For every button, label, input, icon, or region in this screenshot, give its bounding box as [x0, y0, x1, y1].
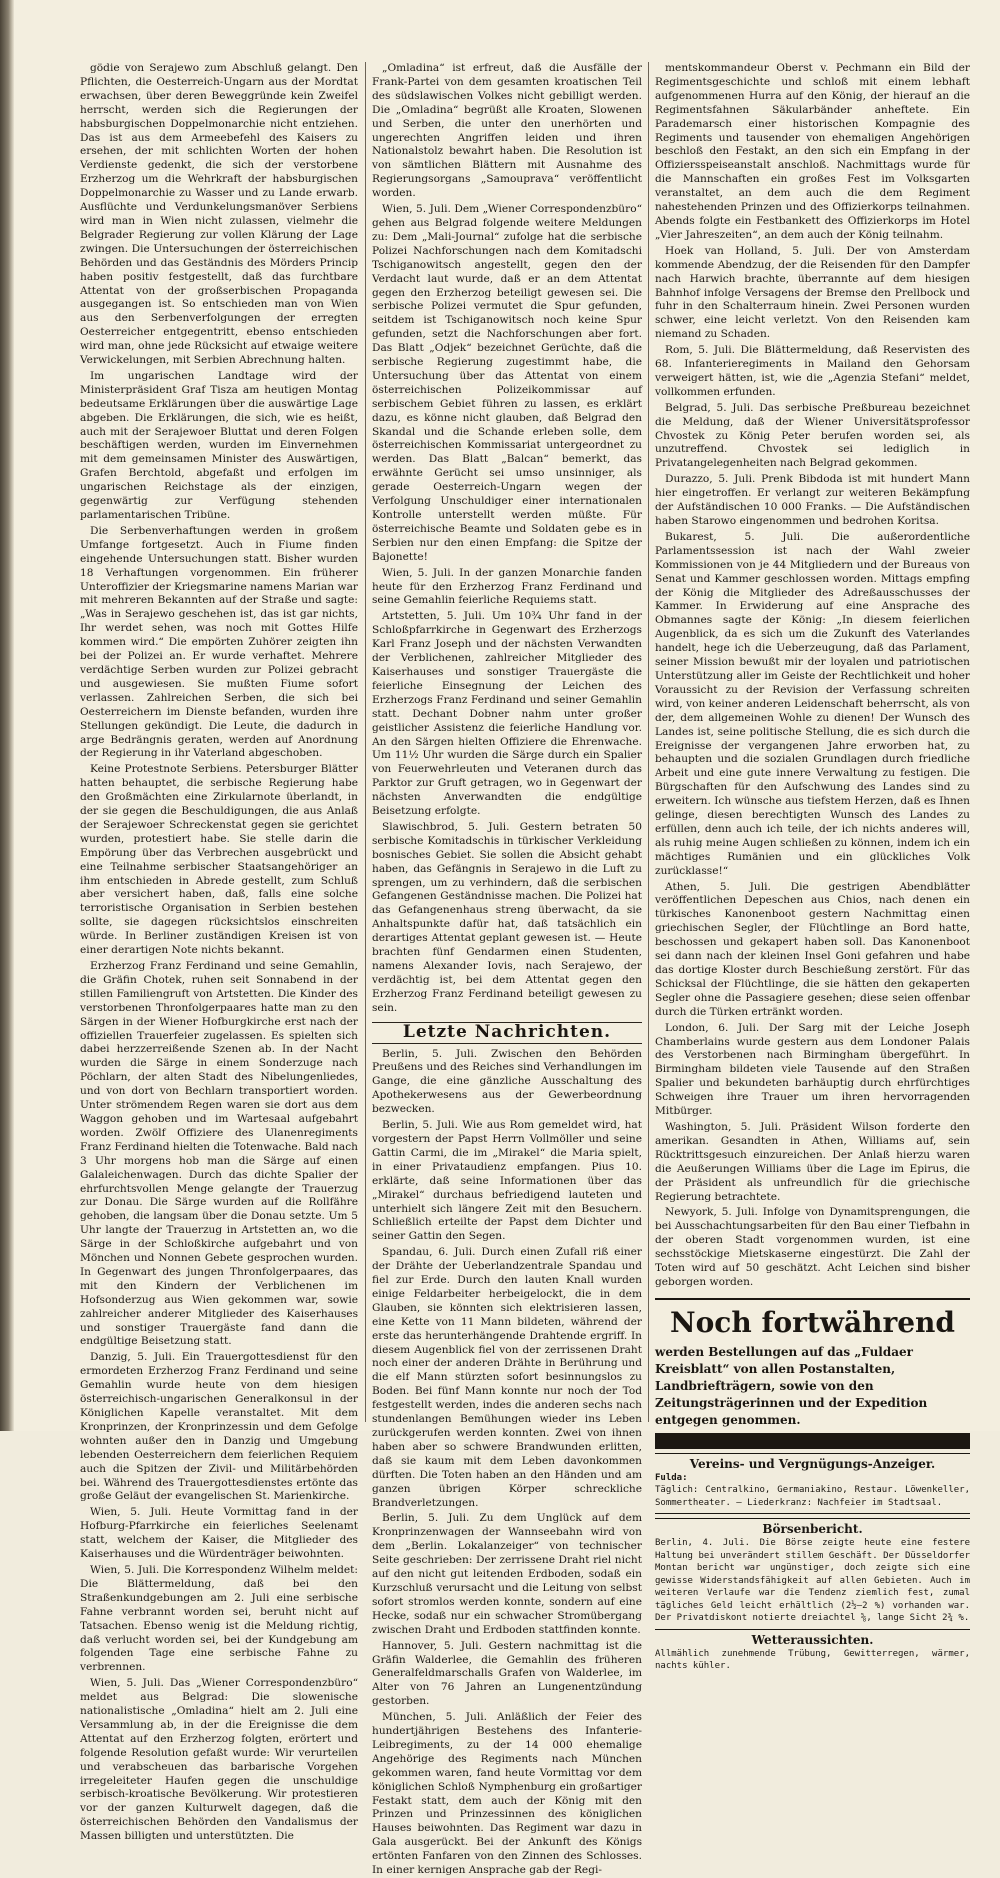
article-paragraph: Im ungarischen Landtage wird der Ministerpräsident Graf Tisza am heutigen Montag bedeutsame Erklärungen über die auswärtige Lage abgeben. Die Erklärungen, die sich, wie es heißt, auch mit der Serajewoer Bluttat und deren Folgen beschäftigen werden, wurden im Einvernehmen mit dem gemeinsamen Minister des Auswärtigen, Grafen Berchtold, abgefaßt und erfolgen im ungarischen Reichstage als der einzigen, gegenwärtig zur Verfügung stehenden parlamentarischen Tribüne.	[80, 369, 358, 521]
article-paragraph: Wien, 5. Juli. Dem „Wiener Correspondenzbüro“ gehen aus Belgrad folgende weitere Meldungen zu: Dem „Mali-Journal“ zufolge hat die serbische Polizei Nachforschungen nach dem Komitadschi Tschiganowitsch angestellt, gegen den der Verdacht laut wurde, daß er an dem Attentat gegen den Erzherzog beteiligt gewesen sei. Die serbische Polizei vermutet die Spur gefunden, seitdem ist Tschiganowitsch noch keine Spur gefunden, setzt die Nachforschungen aber fort. Das Blatt „Odjek“ bezeichnet Gerüchte, daß die serbische Regierung zugestimmt habe, die Untersuchung über das Attentat von einem österreichischen Polizeikommissar auf serbischem Gebiet führen zu lassen, es erklärt dazu, es könne nicht glauben, daß Belgrad den Skandal und die Schande erleben solle, dem österreichischen Kommissariat untergeordnet zu werden. Das Blatt „Balcan“ bemerkt, das erwähnte Gerücht sei umso unsinniger, als gerade Oesterreich-Ungarn wegen der Verfolgung Unschuldiger einer internationalen Kontrolle unterstellt werden müßte. Für österreichische Beamte und Soldaten gebe es in Serbien nur den einen Empfang: die Spitze der Bajonette!	[372, 203, 642, 563]
stock-report-title: Börsenbericht.	[762, 1522, 863, 1537]
article-paragraph: Spandau, 6. Juli. Durch einen Zufall riß einer der Drähte der Ueberlandzentrale Spandau und fiel zur Erde. Durch den lauten Knall wurden einige Feldarbeiter herbeigelockt, die in dem Glauben, sie könnten sich elektrisieren lassen, eine Kette von 11 Mann bildeten, während der erste das herunterhängende Drahtende ergriff. In diesem Augenblick fiel von der zerrissenen Draht noch einer der anderen Drähte in Berührung und die elf Mann stürzten sofort besinnungslos zu Boden. Bei fünf Mann konnte nur noch der Tod festgestellt werden, indes die anderen sechs nach stundenlangen Bemühungen wieder ins Leben zurückgerufen werden konnten. Zwei von ihnen haben aber so schwere Brandwunden erlitten, daß sie kaum mit dem Leben davonkommen dürften. Die Toten haben an den Händen und am ganzen übrigen Körper schreckliche Brandverletzungen.	[372, 1246, 642, 1509]
article-paragraph: Athen, 5. Juli. Die gestrigen Abendblätter veröffentlichen Depeschen aus Chios, nach denen ein türkisches Kanonenboot gestern Nachmittag einen griechischen Segler, der Flüchtlinge an Bord hatte, beschossen und gekapert haben soll. Das Kanonenboot sei dann nach der kleinen Insel Goni gefahren und habe das dortige Kloster durch Beschießung zerstört. Für das Schicksal der Flüchtlinge, die sie hätten den gekaperten Segler ohne die Passagiere gesehen; diese seien offenbar durch die Türken ertränkt worden.	[655, 880, 970, 1018]
stock-report	[655, 1518, 970, 1629]
subscription-banner-text: werden Bestellungen auf das „Fuldaer Kreisblatt“ von allen Postanstalten, Landbriefträgern, sowie von den Zeitungsträgerinnen und der Expedition entgegen genommen.	[655, 1344, 928, 1427]
article-paragraph: Durazzo, 5. Juli. Prenk Bibdoda ist mit hundert Mann hier eingetroffen. Er verlangt zur weiteren Bekämpfung der Aufständischen 10 000 Franks. — Die Aufständischen haben Starowo eingenommen und bedrohen Koritsa.	[655, 473, 970, 527]
article-paragraph: Die Serbenverhaftungen werden in großem Umfange fortgesetzt. Auch in Fiume finden eingehende Untersuchungen statt. Bisher wurden 18 Verhaftungen vorgenommen. Ein früherer Unteroffizier der Kriegsmarine namens Marian war mit mehreren Bekannten auf der Straße und sagte: „Was in Serajewo geschehen ist, das ist gar nichts, Ihr werdet sehen, was noch mit Gottes Hilfe kommen wird.“ Die empörten Zuhörer zeigten ihn bei der Polizei an. Er wurde verhaftet. Mehrere verdächtige Serben wurden zur Polizei gebracht und ausgewiesen. Sie mußten Fiume sofort verlassen. Zahlreichen Serben, die sich bei Oesterreichern im Dienste befanden, wurden ihre Stellungen gekündigt. Die Leute, die dadurch in arge Bedrängnis geraten, werden auf Anordnung der Regierung in ihr Vaterland abgeschoben.	[80, 524, 358, 760]
section-title-latest-news: Letzte Nachrichten.	[372, 1022, 642, 1044]
weather-text: Allmählich zunehmende Trübung, Gewitterregen, wärmer, nachts kühler.	[655, 1648, 970, 1672]
subscription-banner-title: Noch fortwährend	[655, 1298, 970, 1340]
article-paragraph: Berlin, 5. Juli. Wie aus Rom gemeldet wird, hat vorgestern der Papst Herrn Vollmöller und seine Gattin Carmi, die im „Mirakel“ die Maria spielt, in einer Privataudienz empfangen. Pius 10. erklärte, daß seine Informationen über das „Mirakel“ durchaus befriedigend lauteten und unterhielt sich längere Zeit mit den Besuchern. Schließlich erteilte der Papst dem Dichter und seiner Gattin den Segen.	[372, 1119, 642, 1243]
article-paragraph: Newyork, 5. Juli. Infolge von Dynamitsprengungen, die bei Ausschachtungsarbeiten für den Bau einer Tiefbahn in der oberen Stadt vorgenommen wurden, ist eine sechsstöckige Mietskaserne eingestürzt. Die Zahl der Toten wird auf 50 geschätzt. Acht Leichen sind bisher geborgen worden.	[655, 1206, 970, 1288]
column-2	[372, 62, 642, 1877]
column-rule	[365, 62, 366, 1422]
article-paragraph: London, 6. Juli. Der Sarg mit der Leiche Joseph Chamberlains wurde gestern aus dem Londoner Palais des Verstorbenen nach Birmingham übergeführt. In Birmingham bildeten viele Tausende auf den Straßen Spalier und bekundeten barhäuptig durch ehrfürchtiges Schweigen ihre Trauer um ihren hervorragenden Mitbürger.	[655, 1021, 970, 1118]
weather-outlook	[655, 1634, 970, 1673]
column-1	[80, 62, 358, 1843]
article-paragraph: Bukarest, 5. Juli. Die außerordentliche Parlamentssession ist nach der Wahl zweier Kommissionen von je 44 Mitgliedern und der Bureaus von Senat und Kammer geschlossen worden. Mittags empfing der König die Mitglieder des Adreßausschusses der Kammer. In Erwiderung auf eine Ansprache des Obmannes sagte der König: „In diesem feierlichen Augenblick, da es sich um die Zukunft des Vaterlandes handelt, hege ich die Ueberzeugung, daß das Parlament, seiner Mission bewußt mir der loyalen und patriotischen Unterstützung aller im Geiste der Rechtlichkeit und hoher Voraussicht zu der Revision der Verfassung schreiten wird, von keiner anderen Leidenschaft beherrscht, als von der, dem allgemeinen Wohle zu dienen! Der Wunsch des Landes ist, seine politische Stellung, die es sich durch die Ereignisse der vergangenen Jahre erworben hat, zu behaupten und die sozialen Grundlagen durch friedliche Arbeit und eine gute innere Verwaltung zu festigen. Die Bürgschaften für den Aufschwung des Landes sind zu erweitern. Ich wünsche aus tiefstem Herzen, daß es Ihnen gelinge, diesen berechtigten Wunsch des Landes zu erfüllen, denn auch ich teile, der ich nichts anderes will, als ruhig meine Augen schließen zu können, indem ich ein mächtiges Rumänien und ein glückliches Volk zurücklasse!“	[655, 530, 970, 877]
article-paragraph: Washington, 5. Juli. Präsident Wilson forderte den amerikan. Gesandten in Athen, Williams auf, sein Rücktrittsgesuch einzureichen. Der Anlaß hierzu waren die Aeußerungen Williams über die Lage im Epirus, die der Präsident als unfreundlich für die griechische Regierung betrachtete.	[655, 1120, 970, 1203]
page-binding-edge	[0, 0, 14, 1431]
events-title: Vereins- und Vergnügungs-Anzeiger.	[689, 1456, 936, 1471]
events-place: Fulda:	[655, 1472, 688, 1483]
article-paragraph: Wien, 5. Juli. Heute Vormittag fand in der Hofburg-Pfarrkirche ein feierliches Seelenamt statt, welchem der Kaiser, die Mitglieder des Kaiserhauses und die Würdenträger beiwohnten.	[80, 1506, 358, 1561]
article-paragraph: Berlin, 5. Juli. Zu dem Unglück auf dem Kronprinzenwagen der Wannseebahn wird von dem „Berlin. Lokalanzeiger“ von technischer Seite geschrieben: Der zerrissene Draht riel nicht auf den nicht gut leitenden Erdboden, sodaß ein Kurzschluß verursacht und die Leitung von selbst sofort stromlos werden konnte, sondern auf eine Hecke, sodaß nur ein schwacher Stromübergang zwischen Draht und Erdboden stattfinden konnte.	[372, 1512, 642, 1636]
article-paragraph: Wien, 5. Juli. Die Korrespondenz Wilhelm meldet: Die Blättermeldung, daß bei den Straßenkundgebungen am 2. Juli eine serbische Fahne verbrannt worden sei, beruht nicht auf Tatsachen. Ebenso wenig ist die Meldung richtig, daß verlucht worden sei, bei der Kundgebung am folgenden Tage eine serbische Fahne zu verbrennen.	[80, 1563, 358, 1674]
weather-title: Wetteraussichten.	[751, 1632, 874, 1647]
stock-report-text: Berlin, 4. Juli. Die Börse zeigte heute eine festere Haltung bei unverändert stillem Geschäft. Der Düsseldorfer Montan bericht war ungünstiger, doch zeigte sich eine gewisse Widerstandsfähigkeit auf allen Gebieten. Auch im weiteren Verlaufe war die Tendenz ziemlich fest, zumal tägliches Geld leicht erhältlich (2½–2 %) vorhanden war. Der Privatdiskont notierte dreiachtel ⅝, lange Sicht 2¾ %.	[655, 1538, 970, 1624]
article-paragraph: Erzherzog Franz Ferdinand und seine Gemahlin, die Gräfin Chotek, ruhen seit Sonnabend in der stillen Familiengruft von Artstetten. Die Kinder des verstorbenen Thronfolgerpaares hatte man zu den Särgen in der Wiener Hofburgkirche erst nach der offiziellen Trauerfeier zugelassen. Es spielten sich dabei herzzerreißende Szenen ab. In der Nacht wurden die Särge in einem Sonderzuge nach Pöchlarn, der alten Stadt des Nibelungenliedes, und von dort von Bechlarn transportiert worden. Unter strömendem Regen waren sie dort aus dem Waggon gehoben und im Wartesaal aufgebahrt worden. Zwölf Offiziere des Ulanenregiments Franz Ferdinand hielten die Totenwache. Bald nach 3 Uhr morgens hob man die Särge auf einen Galaleichenwagen. Durch das dichte Spalier der ehrfurchtsvollen Menge gelangte der Trauerzug zur Donau. Die Särge wurden auf die Rollfähre gehoben, die langsam über die Donau setzte. Um 5 Uhr langte der Trauerzug in Artstetten an, wo die Särge in der Schloßkirche aufgebahrt und von Mönchen und Nonnen Gebete gesprochen wurden. In Gegenwart des jungen Thronfolgerpaares, das mit den Kindern der Verblichenen im Hofsonderzug aus Wien gekommen war, sowie zahlreicher anderer Mitglieder des Kaiserhauses und sonstiger Trauergäste fand dann die endgültige Beisetzung statt.	[80, 960, 358, 1348]
article-paragraph: Rom, 5. Juli. Die Blättermeldung, daß Reservisten des 68. Infanterieregiments in Mailand den Gehorsam verweigert hätten, ist, wie die „Agenzia Stefani“ meldet, vollkommen erfunden.	[655, 344, 970, 398]
black-bar-divider	[655, 1433, 970, 1449]
events-text: Täglich: Centralkino, Germaniakino, Restaur. Löwenkeller, Sommertheater. — Liederkranz: Nachfeier im Stadtsaal.	[655, 1485, 970, 1508]
article-paragraph: gödie von Serajewo zum Abschluß gelangt. Den Pflichten, die Oesterreich-Ungarn aus der Mordtat erwachsen, über deren Beweggründe kein Zweifel herrscht, werden sich die Regierungen der habsburgischen Doppelmonarchie nicht entziehen. Das ist aus dem Armeebefehl des Kaisers zu ersehen, der mit schlichten Worten der hohen Verdienste gedenkt, die sich der verstorbene Erzherzog um die Wehrkraft der habsburgischen Doppelmonarchie zu Wasser und zu Lande erwarb. Ausflüchte und Verdunkelungsmanöver Serbiens wird man in Wien nicht zulassen, vielmehr die Belgrader Regierung zur vollen Klärung der Lage zwingen. Die Untersuchungen der österreichischen Behörden und das Geständnis des Mörders Princip haben positiv festgestellt, daß das furchtbare Attentat von der großserbischen Propaganda ausgegangen ist. So entschieden man von Wien aus den Serbenverfolgungen der erregten Oesterreicher entgegentritt, ebenso entschieden wird man, ohne jede Rücksicht auf etwaige weitere Verwickelungen, mit Serbien Abrechnung halten.	[80, 62, 358, 367]
column-rule	[648, 62, 649, 1422]
article-paragraph: Slawischbrod, 5. Juli. Gestern betraten 50 serbische Komitadschis in türkischer Verkleidung bosnisches Gebiet. Sie sollen die Absicht gehabt haben, das Gefängnis in Serajewo in die Luft zu sprengen, um zu verhindern, daß die serbischen Gefangenen Geständnisse machen. Die Polizei hat das Gefangenenhaus streng überwacht, da sie Anhaltspunkte dafür hat, daß tatsächlich ein derartiges Attentat geplant gewesen ist. — Heute brachten fünf Gendarmen einen Studenten, namens Alexander Iovis, nach Serajewo, der verdächtig ist, bei dem Attentat gegen den Erzherzog Franz Ferdinand beteiligt gewesen zu sein.	[372, 820, 642, 1014]
article-paragraph: mentskommandeur Oberst v. Pechmann ein Bild der Regimentsgeschichte und schloß mit einem lebhaft aufgenommenen Hurra auf den König, der hierauf an die Regimentsfahnen Säkularbänder anheftete. Ein Parademarsch einer historischen Kompagnie des Regiments und tausender von ehemaligen Angehörigen beschloß den Festakt, an den sich ein Empfang in der Offiziersspeiseanstalt anschloß. Nachmittags wurde für die Mannschaften ein großes Fest im Volksgarten veranstaltet, an dem auch die dem Regiment nahestehenden Prinzen und des Offizierkorps teilnahmen. Abends folgte ein Festbankett des Offizierkorps im Hotel „Vier Jahreszeiten“, an dem auch der König teilnahm.	[655, 62, 970, 241]
article-paragraph: Keine Protestnote Serbiens. Petersburger Blätter hatten behauptet, die serbische Regierung habe den Großmächten eine Zirkularnote überlandt, in der sie gegen die Beschuldigungen, die aus Anlaß der Serajewoer Schreckenstat gegen sie gerichtet wurden, protestiert habe. Sie stelle darin die Empörung über das Verbrechen ausgebrückt und eine Teilnahme serbischer Staatsangehöriger an ihm entschieden in Abrede gestellt, zum Schluß aber versichert haben, daß, falls eine solche terroristische Organisation in Serbien bestehen sollte, sie dagegen rücksichtslos einschreiten würde. In Berliner zuständigen Kreisen ist von einer derartigen Note nichts bekannt.	[80, 763, 358, 957]
article-paragraph: Hannover, 5. Juli. Gestern nachmittag ist die Gräfin Walderlee, die Gemahlin des früheren Generalfeldmarschalls Grafen von Walderlee, im Alter von 76 Jahren an Lungenentzündung gestorben.	[372, 1639, 642, 1708]
events-listing	[655, 1453, 970, 1514]
article-paragraph: „Omladina“ ist erfreut, daß die Ausfälle der Frank-Partei von dem gesamten kroatischen Teil des südslawischen Volkes nicht gebilligt werden. Die „Omladina“ begrüßt alle Kroaten, Slowenen und Serben, die unter den unerhörten und ungerechten Angriffen leiden und ihren Nationalstolz bewahrt haben. Die Resolution ist von sämtlichen Blättern mit Ausnahme des Regierungsorgans „Samouprava“ veröffentlicht worden.	[372, 62, 642, 200]
article-paragraph: Wien, 5. Juli. In der ganzen Monarchie fanden heute für den Erzherzog Franz Ferdinand und seine Gemahlin feierliche Requiems statt.	[372, 566, 642, 607]
article-paragraph: Danzig, 5. Juli. Ein Trauergottesdienst für den ermordeten Erzherzog Franz Ferdinand und seine Gemahlin wurde heute von dem hiesigen österreichisch-ungarischen Generalkonsul in der Königlichen Kapelle veranstaltet. Mit dem Kronprinzen, der Kronprinzessin und dem Gefolge wohnten außer den in Danzig und Umgebung lebenden Oesterreichern dem feierlichen Requiem auch die Spitzen der Zivil- und Militärbehörden bei. Während des Trauergottesdienstes ertönte das große Geläut der evangelischen St. Marienkirche.	[80, 1351, 358, 1503]
article-paragraph: Belgrad, 5. Juli. Das serbische Preßbureau bezeichnet die Meldung, daß der Wiener Universitätsprofessor Chvostek zu König Peter berufen worden sei, als unzutreffend. Chvostek sei lediglich in Privatangelegenheiten nach Belgrad gekommen.	[655, 401, 970, 470]
article-paragraph: München, 5. Juli. Anläßlich der Feier des hundertjährigen Bestehens des Infanterie-Leibregiments, zu der 14 000 ehemalige Angehörige des Regiments nach München gekommen waren, fand heute Vormittag vor dem königlichen Schloß Nymphenburg ein großartiger Festakt statt, dem auch der König mit den Prinzen und Prinzessinnen des königlichen Hauses beiwohnten. Das Regiment war dazu in Gala ausgerückt. Bei der Ankunft des Königs ertönten Fanfaren von den Zinnen des Schlosses. In einer kernigen Ansprache gab der Regi-	[372, 1711, 642, 1877]
article-paragraph: Artstetten, 5. Juli. Um 10¾ Uhr fand in der Schloßpfarrkirche in Gegenwart des Erzherzogs Karl Franz Joseph und der nächsten Verwandten der Verblichenen, zahlreicher Mitglieder des Kaiserhauses und sonstiger Trauergäste die feierliche Einsegnung der Leichen des Erzherzogs Franz Ferdinand und seiner Gemahlin statt. Dechant Dobner nahm unter großer geistlicher Assistenz die feierliche Handlung vor. An den Särgen hielten Offiziere die Ehrenwache. Um 11½ Uhr wurden die Särge durch ein Spalier von Feuerwehrleuten und Veteranen durch das Parktor zur Gruft getragen, wo in Gegenwart der nächsten Anverwandten die endgültige Beisetzung erfolgte.	[372, 610, 642, 818]
article-paragraph: Wien, 5. Juli. Das „Wiener Correspondenzbüro“ meldet aus Belgrad: Die slowenische nationalistische „Omladina“ hielt am 2. Juli eine Versammlung ab, in der die Ereignisse die dem Attentat auf den Erzherzog folgten, erörtert und folgende Resolution gefaßt wurde: Wir verurteilen und verabscheuen das barbarische Vorgehen irregeleiteter Haufen gegen die unschuldige serbisch-kroatische Bevölkerung. Wir protestieren vor der ganzen Kulturwelt dagegen, daß die österreichischen Behörden den Vandalismus der Massen billigten und unterstützten. Die	[80, 1677, 358, 1843]
article-paragraph: Hoek van Holland, 5. Juli. Der von Amsterdam kommende Abendzug, der die Reisenden für den Dampfer nach Harwich brachte, überrannte auf dem hiesigen Bahnhof infolge Versagens der Bremse den Prellbock und fuhr in den Schalterraum hinein. Zwei Personen wurden schwer, eine leicht verletzt. Von den Reisenden kam niemand zu Schaden.	[655, 244, 970, 341]
column-3	[655, 62, 970, 1672]
article-paragraph: Berlin, 5. Juli. Zwischen den Behörden Preußens und des Reiches sind Verhandlungen im Gange, die eine gänzliche Ausschaltung des Apothekerwesens aus der Gewerbeordnung bezwecken.	[372, 1047, 642, 1116]
